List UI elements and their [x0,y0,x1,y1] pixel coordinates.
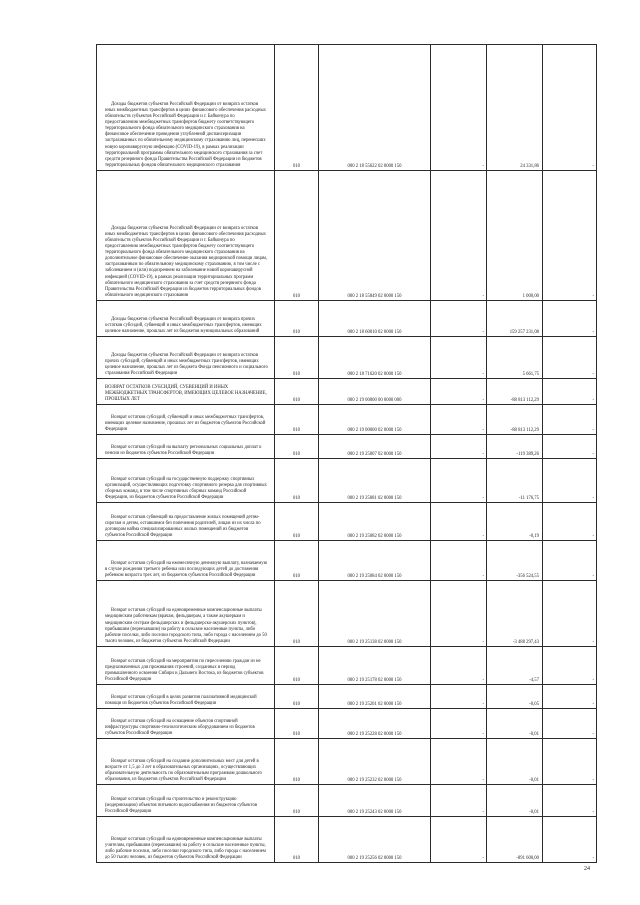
row-classification-code: 000 2 18 60010 02 0000 150 [319,301,431,337]
row-executed-amount: -0,05 [487,685,543,709]
row-unexecuted-amount: - [543,647,597,685]
row-line-code: 010 [275,435,319,459]
budget-execution-table [96,44,597,863]
row-name: Возврат остатков субсидий на строительство и реконструкцию (модернизацию) объектов питьевого водоснабжения из бюджетов субъектов Российской Федерации [97,785,275,817]
row-executed-amount: 1 000,00 [487,171,543,301]
row-unexecuted-amount: - [543,405,597,435]
row-planned-amount: - [431,817,487,863]
row-unexecuted-amount: - [543,503,597,541]
row-name: Возврат остатков субсидий на выплату региональных социальных доплат к пенсии из бюджетов субъектов Российской Федерации [97,435,275,459]
table-row [97,709,597,739]
row-classification-code: 000 2 19 25007 02 0000 150 [319,435,431,459]
row-name: Возврат остатков субсидий на государственную поддержку спортивных организаций, осуществляющих подготовку спортивного резерва для спортивных сборных команд, в том числе спортивных сборных команд Российской Федерации, из бюджетов субъектов Российской Федерации [97,459,275,503]
row-classification-code: 000 2 19 25084 02 0000 150 [319,541,431,581]
table-row [97,785,597,817]
table-row [97,435,597,459]
row-name: Доходы бюджетов субъектов Российской Федерации от возврата остатков иных межбюджетных трансфертов в целях финансового обеспечения расходных обязательств субъектов Российской Федерации и г. Байконура по предоставлению межбюджетных трансфертов бюджету соответствующего территориального фонда обязательного медицинского страхования на финансовое обеспечение проведения углубленной диспансеризации застрахованных по обязательному медицинскому страхованию лиц, перенесших новую коронавирусную инфекцию (COVID-19), в рамках реализации территориальной программы обязательного медицинского страхования за счет средств резервного фонда Правительства Российской Федерации из бюджетов территориальных фондов обязательного медицинского страхования [97,45,275,171]
row-line-code: 010 [275,301,319,337]
row-planned-amount: - [431,503,487,541]
row-line-code: 010 [275,541,319,581]
table-row [97,459,597,503]
row-name: Возврат остатков субсидий на единовременные компенсационные выплаты учителям, прибывшим (переехавшим) на работу в сельские населенные пункты, либо рабочие поселки, либо поселки городского типа, либо города с населением до 50 тысяч человек, из бюджетов субъектов Российской Федерации [97,817,275,863]
row-name: Доходы бюджетов субъектов Российской Федерации от возврата остатков прочих субсидий, субвенций и иных межбюджетных трансфертов, имеющих целевое назначение, прошлых лет из бюджета Фонда пенсионного и социального страхования Российской Федерации [97,337,275,379]
row-unexecuted-amount: - [543,581,597,647]
row-planned-amount: - [431,685,487,709]
row-line-code: 010 [275,817,319,863]
row-classification-code: 000 2 19 25228 02 0000 150 [319,709,431,739]
row-classification-code: 000 2 19 25138 02 0000 150 [319,581,431,647]
row-classification-code: 000 2 19 25232 02 0000 150 [319,739,431,785]
row-line-code: 010 [275,45,319,171]
row-executed-amount: -11 176,75 [487,459,543,503]
table-row [97,503,597,541]
row-line-code: 010 [275,709,319,739]
row-classification-code: 000 2 19 25178 02 0000 150 [319,647,431,685]
row-line-code: 010 [275,379,319,405]
row-executed-amount: 5 661,75 [487,337,543,379]
table-row [97,301,597,337]
row-unexecuted-amount: - [543,459,597,503]
row-executed-amount: -891 600,00 [487,817,543,863]
table-row [97,647,597,685]
row-planned-amount: - [431,785,487,817]
row-planned-amount: - [431,379,487,405]
row-line-code: 010 [275,171,319,301]
row-name: Возврат остатков субсидий в целях развития паллиативной медицинской помощи из бюджетов субъектов Российской Федерации [97,685,275,709]
row-line-code: 010 [275,337,319,379]
row-name: Возврат остатков субвенций на предоставление жилых помещений детям-сиротам и детям, оставшимся без попечения родителей, лицам из их числа по договорам найма специализированных жилых помещений из бюджетов субъектов Российской Федерации [97,503,275,541]
report-page [96,44,596,862]
row-executed-amount: -0,01 [487,709,543,739]
row-planned-amount: - [431,739,487,785]
row-unexecuted-amount: - [543,435,597,459]
row-unexecuted-amount: - [543,785,597,817]
table-row [97,581,597,647]
row-planned-amount: - [431,647,487,685]
table-row [97,739,597,785]
table-row [97,379,597,405]
row-planned-amount: - [431,581,487,647]
row-planned-amount: - [431,337,487,379]
row-name: Доходы бюджетов субъектов Российской Федерации от возврата прочих остатков субсидий, субвенций и иных межбюджетных трансфертов, имеющих целевое назначение, прошлых лет из бюджетов муниципальных образований [97,301,275,337]
row-classification-code: 000 2 18 55622 02 0000 150 [319,45,431,171]
row-unexecuted-amount: - [543,301,597,337]
row-executed-amount: -356 524,55 [487,541,543,581]
row-executed-amount: -0,01 [487,739,543,785]
row-line-code: 010 [275,685,319,709]
row-classification-code: 000 2 19 00000 02 0000 150 [319,405,431,435]
row-planned-amount: - [431,405,487,435]
row-classification-code: 000 2 18 55849 02 0000 150 [319,171,431,301]
row-line-code: 010 [275,581,319,647]
row-classification-code: 000 2 19 25201 02 0000 150 [319,685,431,709]
row-executed-amount: -3 488 297,43 [487,581,543,647]
row-executed-amount: -88 813 112,29 [487,379,543,405]
row-line-code: 010 [275,405,319,435]
table-row [97,817,597,863]
table-row [97,171,597,301]
row-executed-amount: -0,19 [487,503,543,541]
row-name: Возврат остатков субсидий, субвенций и иных межбюджетных трансфертов, имеющих целевое назначение, прошлых лет из бюджетов субъектов Российской Федерации [97,405,275,435]
row-executed-amount: -119 389,26 [487,435,543,459]
row-classification-code: 000 2 19 25243 02 0000 150 [319,785,431,817]
row-name: Возврат остатков субсидий на создание дополнительных мест для детей в возрасте от 1,5 до 3 лет в образовательных организациях, осуществляющих образовательную деятельность по образовательным программам дошкольного образования, из бюджетов субъектов Российской Федерации [97,739,275,785]
row-planned-amount: - [431,709,487,739]
table-row [97,685,597,709]
row-line-code: 010 [275,459,319,503]
row-planned-amount: - [431,435,487,459]
row-unexecuted-amount: - [543,45,597,171]
table-row [97,541,597,581]
table-row [97,45,597,171]
row-planned-amount: - [431,541,487,581]
table-row [97,337,597,379]
row-planned-amount: - [431,459,487,503]
page-number: 24 [584,866,590,872]
row-planned-amount: - [431,301,487,337]
row-classification-code: 000 2 19 00000 00 0000 000 [319,379,431,405]
row-executed-amount: 24 331,86 [487,45,543,171]
table-row [97,405,597,435]
row-unexecuted-amount: - [543,739,597,785]
row-classification-code: 000 2 19 25082 02 0000 150 [319,503,431,541]
row-executed-amount: -88 813 112,29 [487,405,543,435]
row-name: Возврат остатков субсидий на единовременные компенсационные выплаты медицинским работникам (врачам, фельдшерам, а также акушеркам и медицинским сестрам фельдшерских и фельдшерско-акушерских пунктов), прибывшим (переехавшим) на работу в сельские населенные пункты, либо рабочие поселки, либо поселки городского типа, либо города с населением до 50 тысяч человек, из бюджетов субъектов Российской Федерации [97,581,275,647]
row-classification-code: 000 2 18 71620 02 0000 150 [319,337,431,379]
row-unexecuted-amount: - [543,379,597,405]
row-unexecuted-amount: - [543,337,597,379]
row-line-code: 010 [275,739,319,785]
row-executed-amount: 159 257 231,08 [487,301,543,337]
row-executed-amount: -0,01 [487,785,543,817]
row-unexecuted-amount: - [543,541,597,581]
row-classification-code: 000 2 19 25256 02 0000 150 [319,817,431,863]
row-unexecuted-amount: - [543,817,597,863]
row-executed-amount: -4,57 [487,647,543,685]
row-name: Возврат остатков субсидий на ежемесячную денежную выплату, назначаемую в случае рождения третьего ребенка или последующих детей до достижения ребенком возраста трех лет, из бюджетов субъектов Российской Федерации [97,541,275,581]
row-line-code: 010 [275,503,319,541]
row-unexecuted-amount: - [543,709,597,739]
row-name: Возврат остатков субсидий на оснащение объектов спортивной инфраструктуры спортивно-технологическим оборудованием из бюджетов субъектов Российской Федерации [97,709,275,739]
row-unexecuted-amount: - [543,685,597,709]
row-name: ВОЗВРАТ ОСТАТКОВ СУБСИДИЙ, СУБВЕНЦИЙ И ИНЫХ МЕЖБЮДЖЕТНЫХ ТРАНСФЕРТОВ, ИМЕЮЩИХ ЦЕЛЕВОЕ НАЗНАЧЕНИЕ, ПРОШЛЫХ ЛЕТ [97,379,275,405]
row-name: Возврат остатков субсидий на мероприятия по переселению граждан из не предназначенных для проживания строений, созданных в период промышленного освоения Сибири и Дальнего Востока, из бюджетов субъектов Российской Федерации [97,647,275,685]
row-classification-code: 000 2 19 25081 02 0000 150 [319,459,431,503]
row-unexecuted-amount: - [543,171,597,301]
row-planned-amount: - [431,45,487,171]
row-planned-amount: - [431,171,487,301]
row-line-code: 010 [275,647,319,685]
row-line-code: 010 [275,785,319,817]
row-name: Доходы бюджетов субъектов Российской Федерации от возврата остатков иных межбюджетных трансфертов в целях финансового обеспечения расходных обязательств субъектов Российской Федерации и г. Байконура по предоставлению межбюджетных трансфертов бюджету соответствующего территориального фонда обязательного медицинского страхования на дополнительное финансовое обеспечение оказания медицинской помощи лицам, застрахованным по обязательному медицинскому страхованию, в том числе с заболеванием и (или) подозрением на заболевание новой коронавирусной инфекцией (COVID-19), в рамках реализации территориальных программ обязательного медицинского страхования за счет средств резервного фонда Правительства Российской Федерации из бюджетов территориальных фондов обязательного медицинского страхования [97,171,275,301]
